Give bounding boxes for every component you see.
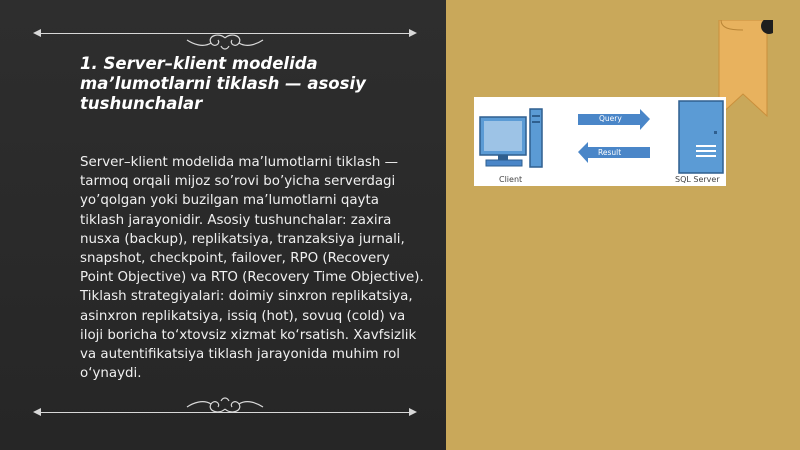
- top-left-arrowhead-icon: [33, 29, 41, 37]
- client-server-diagram-graphic: [474, 97, 726, 186]
- slide-title: 1. Server–klient modelida ma’lumotlarni tiklash — asosiy tushunchalar: [80, 54, 366, 113]
- sql-server-label: SQL Server: [675, 175, 720, 184]
- bottom-left-arrowhead-icon: [33, 408, 41, 416]
- client-label: Client: [499, 175, 523, 184]
- sql-server-icon: [679, 101, 723, 173]
- result-label: Result: [598, 148, 622, 157]
- query-label: Query: [599, 114, 622, 123]
- bottom-divider-line: [40, 412, 410, 413]
- bottom-flourish-ornament-icon: [185, 395, 265, 413]
- top-flourish-ornament-icon: [185, 34, 265, 52]
- client-computer-icon: [480, 109, 542, 167]
- bottom-right-arrowhead-icon: [409, 408, 417, 416]
- slide-body-text: Server–klient modelida ma’lumotlarni tiklash — tarmoq orqali mijoz so’rovi bo’yicha serverdagi yo’qolgan yoki buzilgan ma’lumotlarni qayta tiklash jarayonidir. Asosiy tushunchalar: zaxira nusxa (backup), replikatsiya, tranzaksiya jurnali, snapshot, checkpoint, failover, RPO (Recovery Point Objective) va RTO (Recovery Time Objective). Tiklash strategiyalari: doimiy sinxron replikatsiya, asinxron replikatsiya, issiq (hot), sovuq (cold) va iloji boricha to‘xtovsiz xizmat ko‘rsatish. Xavfsizlik va autentifikatsiya tiklash jarayonida muhim rol o‘ynaydi.: [80, 155, 424, 382]
- client-server-diagram: [474, 97, 726, 186]
- top-right-arrowhead-icon: [409, 29, 417, 37]
